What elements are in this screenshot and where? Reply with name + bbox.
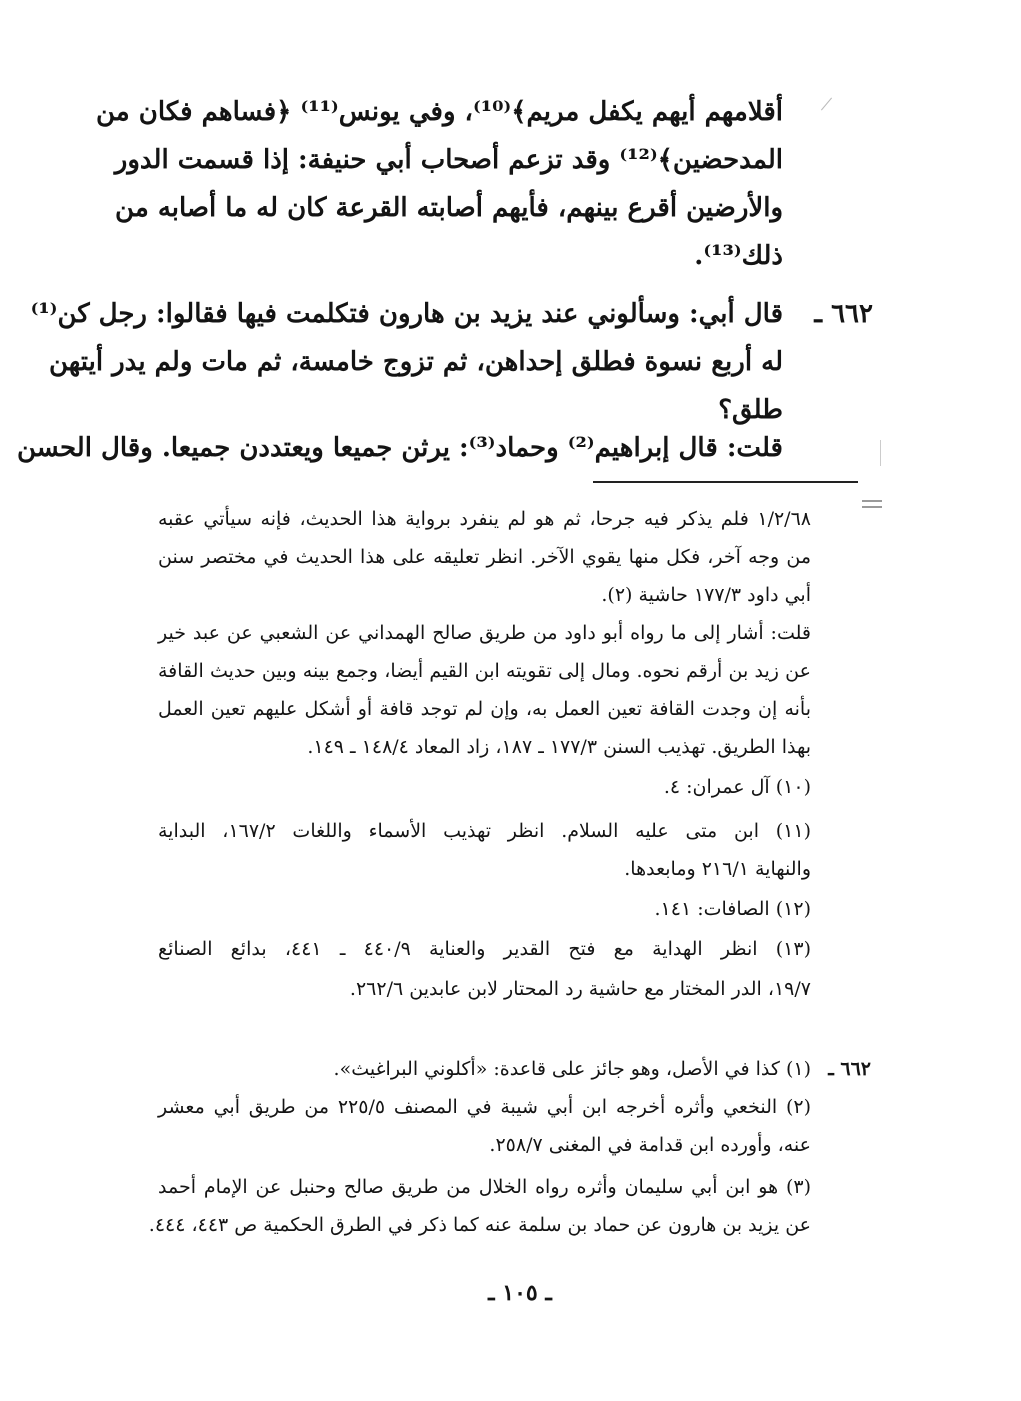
footnote-entry-number: ٦٦٢ ـ [828,1058,871,1080]
margin-mark [862,506,882,508]
footnote-line: (١١) ابن متى عليه السلام. انظر تهذيب الأسماء واللغات ١٦٧/٢، البداية [158,820,812,842]
entry-number: ٦٦٢ ـ [814,299,873,329]
footnote-line: (٣) هو ابن أبي سليمان وأثره رواه الخلال من طريق صالح وحنبل عن الإمام أحمد [158,1176,811,1198]
entry-line: له أربع نسوة فطلق إحداهن، ثم تزوج خامسة، ثم مات ولم يدر أيتهن [48,347,783,377]
footnote-line: (١٠) آل عمران: ٤. [663,776,811,798]
footnote-line: ١٩/٧، الدر المختار مع حاشية رد المحتار لابن عابدين ٢٦٢/٦. [349,978,811,1000]
footnote-line: أبي داود ١٧٧/٣ حاشية (٢). [601,584,811,606]
footnote-line: (٢) النخعي وأثره أخرجه ابن أبي شيبة في المصنف ٢٢٥/٥ من طريق أبي معشر [158,1096,812,1118]
main-line: ذلك⁽¹³⁾. [694,241,783,271]
footnote-line: (١٢) الصافات: ١٤١. [654,898,811,920]
footnote-line: والنهاية ٢١٦/١ ومابعدها. [624,858,811,880]
main-line: أقلامهم أيهم يكفل مريم﴾⁽¹⁰⁾، وفي يونس⁽¹¹⁾ ﴿فساهم فكان من [96,97,783,127]
main-line: المدحضين﴾⁽¹²⁾ وقد تزعم أصحاب أبي حنيفة: إذا قسمت الدور [114,145,783,175]
scan-mark [880,440,881,466]
footnote-line: عن زيد بن أرقم نحوه. ومال إلى تقويته ابن القيم أيضا، وجمع بينه وبين حديث القافة [158,660,811,682]
margin-mark [862,500,882,502]
footnote-line: عنه، وأورده ابن قدامة في المغنى ٢٥٨/٧. [489,1134,811,1156]
footnote-line: بهذا الطريق. تهذيب السنن ١٧٧/٣ ـ ١٨٧، زاد المعاد ١٤٨/٤ ـ ١٤٩. [307,736,811,758]
entry-line: قلت: قال إبراهيم⁽²⁾ وحماد⁽³⁾: يرثن جميعا ويعتددن جميعا. وقال الحسن [17,433,783,463]
footnote-line: (١٣) انظر الهداية مع فتح القدير والعناية ٤٤٠/٩ ـ ٤٤١، بدائع الصنائع [158,938,811,960]
footnote-line: بأنه إن وجدت القافة تعين العمل به، وإن لم توجد قافة أو أشكل عليهم تعين العمل [158,698,811,720]
footnote-line: من وجه آخر، فكل منها يقوي الآخر. انظر تعليقه على هذا الحديث في مختصر سنن [158,546,811,568]
scan-mark [821,98,832,111]
footnote-line: ١/٢/٦٨ فلم يذكر فيه جرحا، ثم هو لم ينفرد برواية هذا الحديث، فإنه سيأتي عقبه [158,508,811,530]
main-line: والأرضين أقرع بينهم، فأيهم أصابته القرعة كان له ما أصابه من [115,193,783,223]
footnote-line: قلت: أشار إلى ما رواه أبو داود من طريق صالح الهمداني عن الشعبي عن عبد خير [158,622,811,644]
page-number: ـ ١٠٥ ـ [488,1280,552,1306]
footnote-line: (١) كذا في الأصل، وهو جائز على قاعدة: «أكلوني البراغيث». [333,1058,811,1080]
entry-line: طلق؟ [718,395,783,425]
footnote-separator [593,481,858,483]
entry-line: قال أبي: وسألوني عند يزيد بن هارون فتكلمت فيها فقالوا: رجل كن⁽¹⁾ [30,299,783,329]
footnote-line: عن يزيد بن هارون عن حماد بن سلمة عنه كما ذكر في الطرق الحكمية ص ٤٤٣، ٤٤٤. [148,1214,811,1236]
